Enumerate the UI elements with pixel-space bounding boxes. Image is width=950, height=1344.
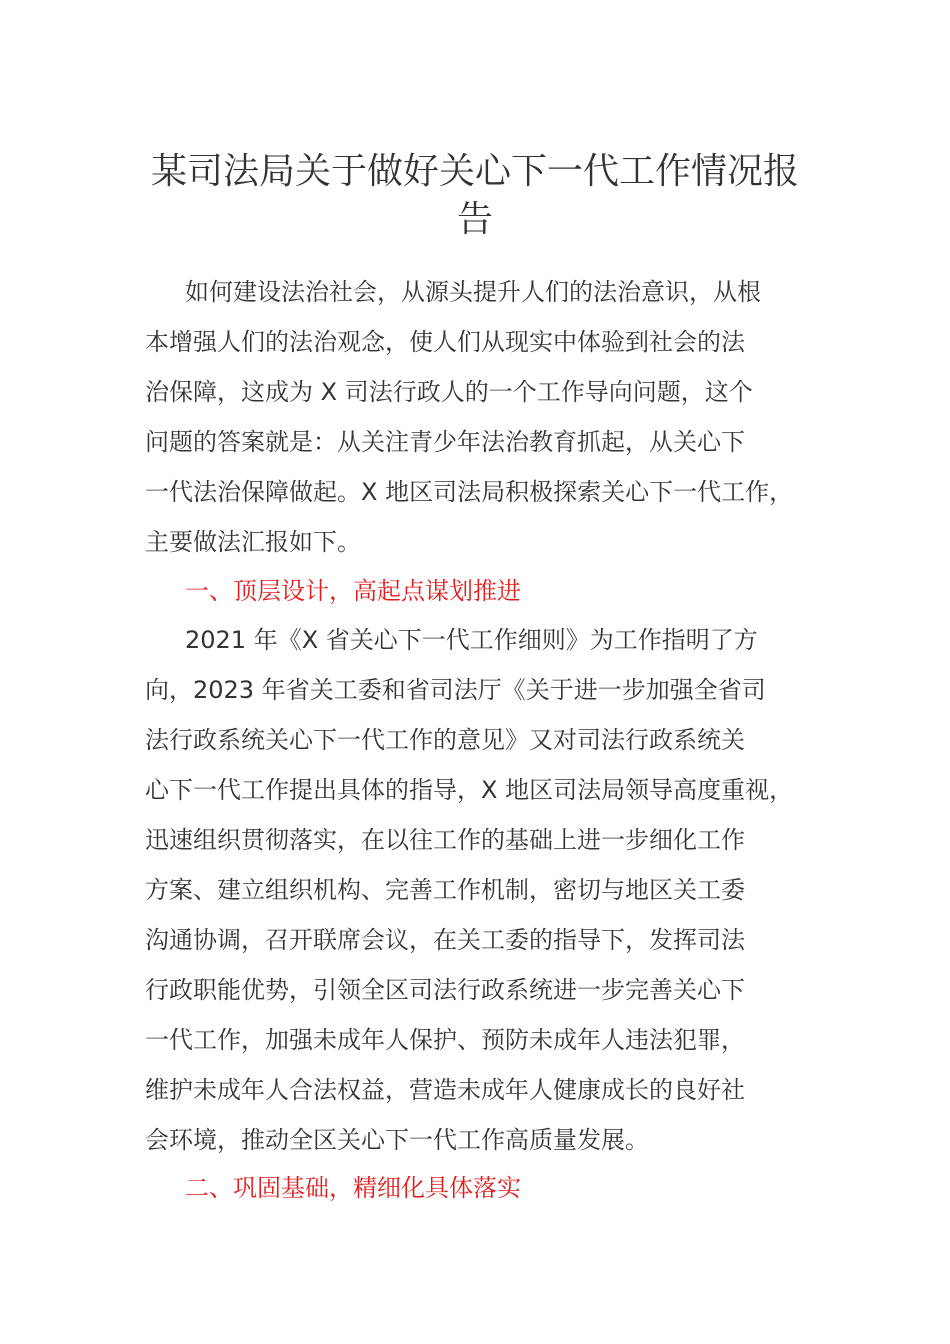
section1-line: 迅速组织贯彻落实，在以往工作的基础上进一步细化工作: [145, 826, 745, 854]
intro-line: 问题的答案就是：从关注青少年法治教育抓起，从关心下: [145, 428, 745, 456]
section1-line: 行政职能优势，引领全区司法行政系统进一步完善关心下: [145, 976, 745, 1004]
section1-line: 维护未成年人合法权益，营造未成年人健康成长的良好社: [145, 1076, 745, 1104]
section-heading-2: 二、巩固基础，精细化具体落实: [185, 1174, 521, 1202]
section1-line: 沟通协调，召开联席会议，在关工委的指导下，发挥司法: [145, 926, 745, 954]
section-heading-1: 一、顶层设计，高起点谋划推进: [185, 577, 521, 605]
intro-line: 一代法治保障做起。X 地区司法局积极探索关心下一代工作，: [145, 478, 794, 506]
intro-line: 治保障，这成为 X 司法行政人的一个工作导向问题，这个: [145, 378, 753, 406]
intro-line: 如何建设法治社会，从源头提升人们的法治意识，从根: [185, 278, 761, 306]
section1-line: 一代工作，加强未成年人保护、预防未成年人违法犯罪，: [145, 1026, 745, 1054]
intro-line: 主要做法汇报如下。: [145, 528, 361, 556]
section1-line: 法行政系统关心下一代工作的意见》又对司法行政系统关: [145, 726, 745, 754]
intro-line: 本增强人们的法治观念，使人们从现实中体验到社会的法: [145, 328, 745, 356]
section1-line: 方案、建立组织机构、完善工作机制，密切与地区关工委: [145, 876, 745, 904]
section1-line: 向，2023 年省关工委和省司法厅《关于进一步加强全省司: [145, 676, 766, 704]
section1-line: 2021 年《X 省关心下一代工作细则》为工作指明了方: [185, 626, 758, 654]
section1-line: 心下一代工作提出具体的指导，X 地区司法局领导高度重视，: [145, 776, 794, 804]
document-title: 某司法局关于做好关心下一代工作情况报告: [150, 151, 799, 240]
section1-line: 会环境，推动全区关心下一代工作高质量发展。: [145, 1126, 649, 1154]
